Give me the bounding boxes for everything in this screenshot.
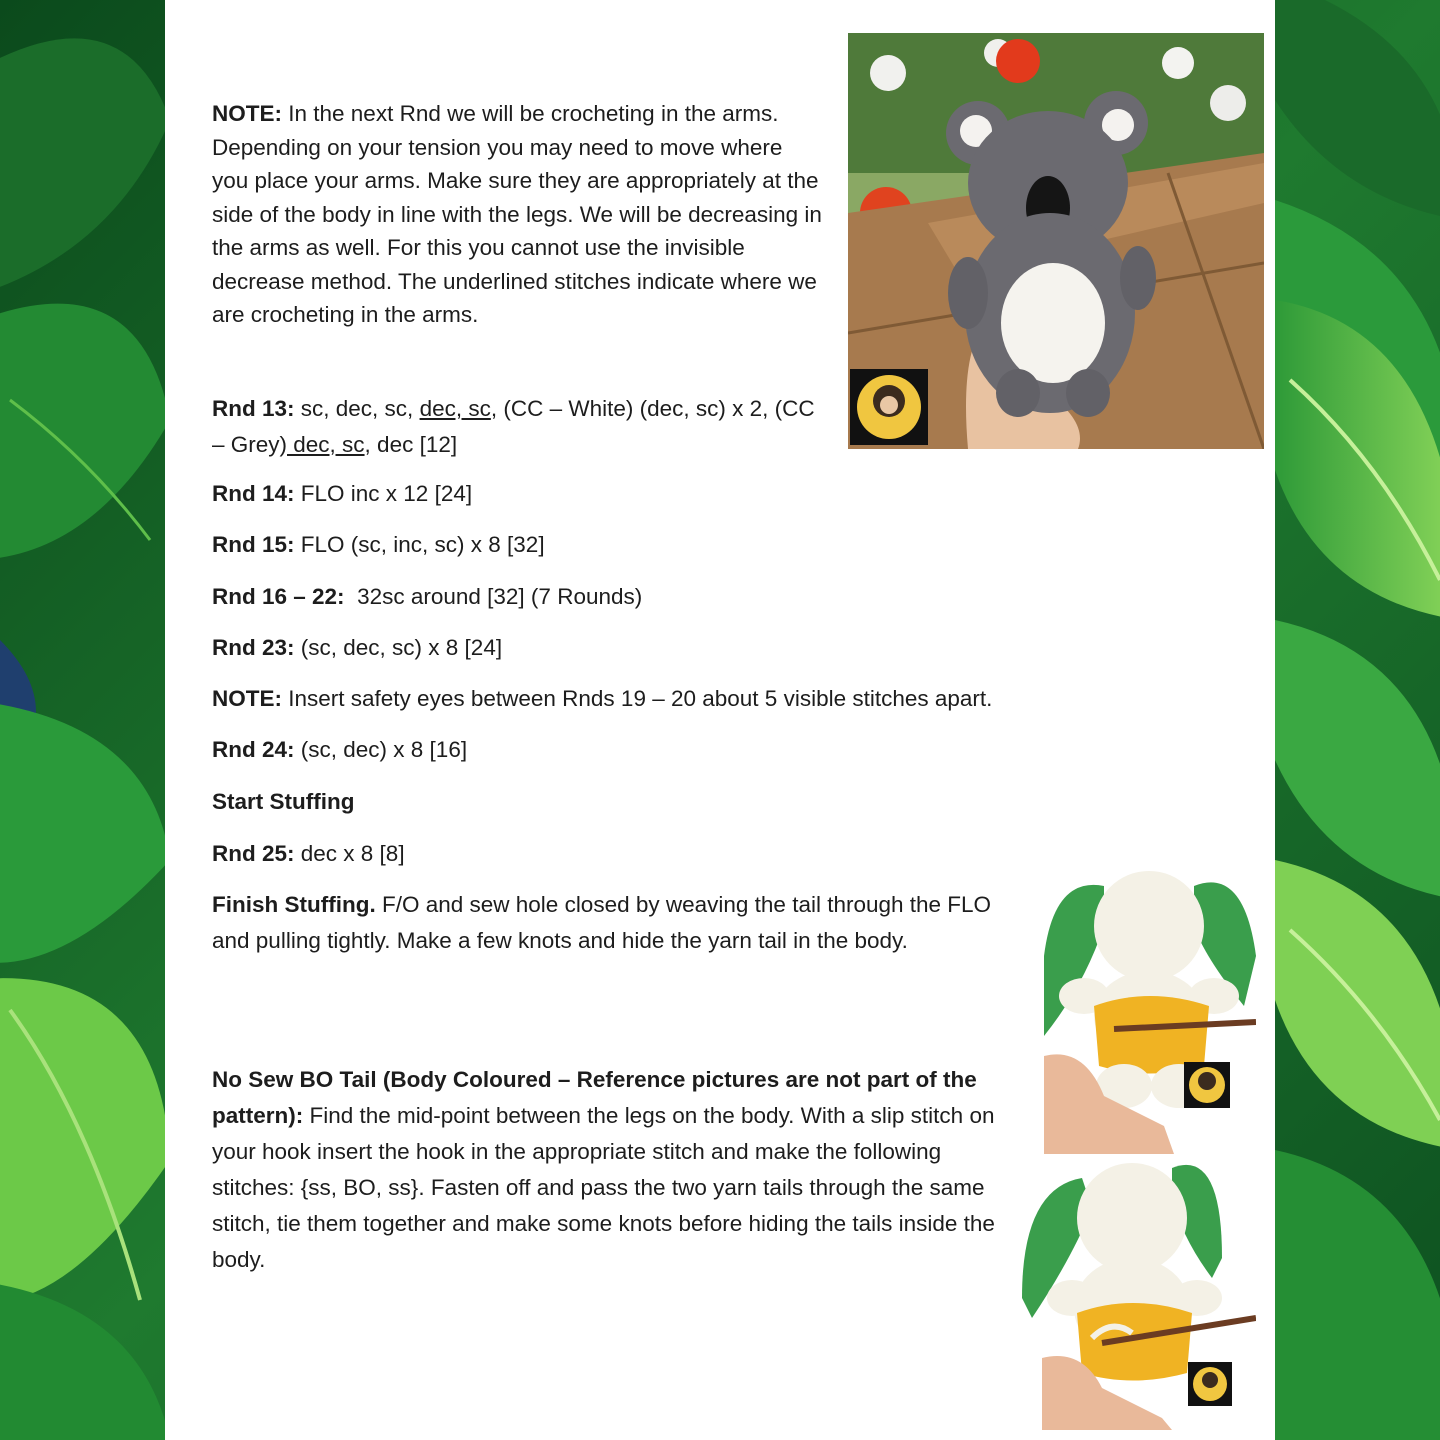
rnd-24-text: (sc, dec) x 8 [16] <box>294 737 468 762</box>
rnd-23-label: Rnd 23: <box>212 635 295 660</box>
no-sew-tail-text: Find the mid-point between the legs on the body. With a slip stitch on your hook insert the hook in the appropriate stitch and make the following stitches: {ss, BO, ss}. Fasten off and pass the two yarn tails through the same stitch, tie them together and make some knots before hiding the tails inside the body. <box>212 1103 995 1272</box>
rnd-15 <box>212 528 545 562</box>
rnd-25-label: Rnd 25: <box>212 841 295 866</box>
start-stuffing <box>212 785 354 819</box>
finish-stuffing-label: Finish Stuffing. <box>212 892 376 917</box>
note-label: NOTE: <box>212 101 282 126</box>
rnd-16-22-label: Rnd 16 – 22: <box>212 584 345 609</box>
rnd-13-text-2: , (CC – White) (dec, sc) x 2, (CC – Grey) <box>212 396 815 457</box>
rnd-25 <box>212 837 405 871</box>
bunny-photo-icon <box>1022 1158 1256 1430</box>
note-eyes-label: NOTE: <box>212 686 282 711</box>
note-eyes-text: Insert safety eyes between Rnds 19 – 20 about 5 visible stitches apart. <box>282 686 993 711</box>
rnd-16-22 <box>212 580 642 614</box>
rnd-13-text-3: , dec [12] <box>364 432 458 457</box>
rnd-13-underlined-2: dec, sc <box>287 432 365 457</box>
rnd-14 <box>212 477 472 511</box>
rnd-13-underlined-1: dec, sc <box>419 396 491 421</box>
finish-stuffing <box>212 887 1002 959</box>
bunny-photo-icon <box>1044 866 1256 1154</box>
start-stuffing-label: Start Stuffing <box>212 789 355 814</box>
rnd-15-label: Rnd 15: <box>212 532 295 557</box>
note-text: In the next Rnd we will be crocheting in the arms. Depending on your tension you may need to move where you place your arms. Make sure they are appropriately at the side of the body in line with the legs. We will be decreasing in the arms as well. For this you cannot use the invisible decrease method. The underlined stitches indicate where we are crocheting in the arms. <box>212 101 822 327</box>
rnd-16-22-text: 32sc around [32] (7 Rounds) <box>344 584 643 609</box>
rnd-24-label: Rnd 24: <box>212 737 295 762</box>
rnd-13-text-1: sc, dec, sc, <box>294 396 420 421</box>
rnd-14-label: Rnd 14: <box>212 481 295 506</box>
rnd-14-text: FLO inc x 12 [24] <box>294 481 473 506</box>
bunny-photo-1 <box>1044 866 1256 1154</box>
no-sew-tail-label: No Sew BO Tail (Body Coloured – Reference pictures are not part of the pattern): <box>212 1067 977 1128</box>
rnd-25-text: dec x 8 [8] <box>294 841 405 866</box>
note-arms <box>212 97 822 332</box>
rnd-23-text: (sc, dec, sc) x 8 [24] <box>294 635 503 660</box>
rnd-15-text: FLO (sc, inc, sc) x 8 [32] <box>294 532 545 557</box>
rnd-13 <box>212 391 832 463</box>
rnd-13-label: Rnd 13: <box>212 396 295 421</box>
note-eyes <box>212 682 1112 716</box>
koala-photo <box>848 33 1264 449</box>
koala-photo-icon <box>848 33 1264 449</box>
finish-stuffing-text: F/O and sew hole closed by weaving the tail through the FLO and pulling tightly. Make a few knots and hide the yarn tail in the body. <box>212 892 992 953</box>
rnd-24 <box>212 733 467 767</box>
no-sew-tail <box>212 1062 1002 1278</box>
bunny-photo-2 <box>1022 1158 1256 1430</box>
rnd-23 <box>212 631 502 665</box>
